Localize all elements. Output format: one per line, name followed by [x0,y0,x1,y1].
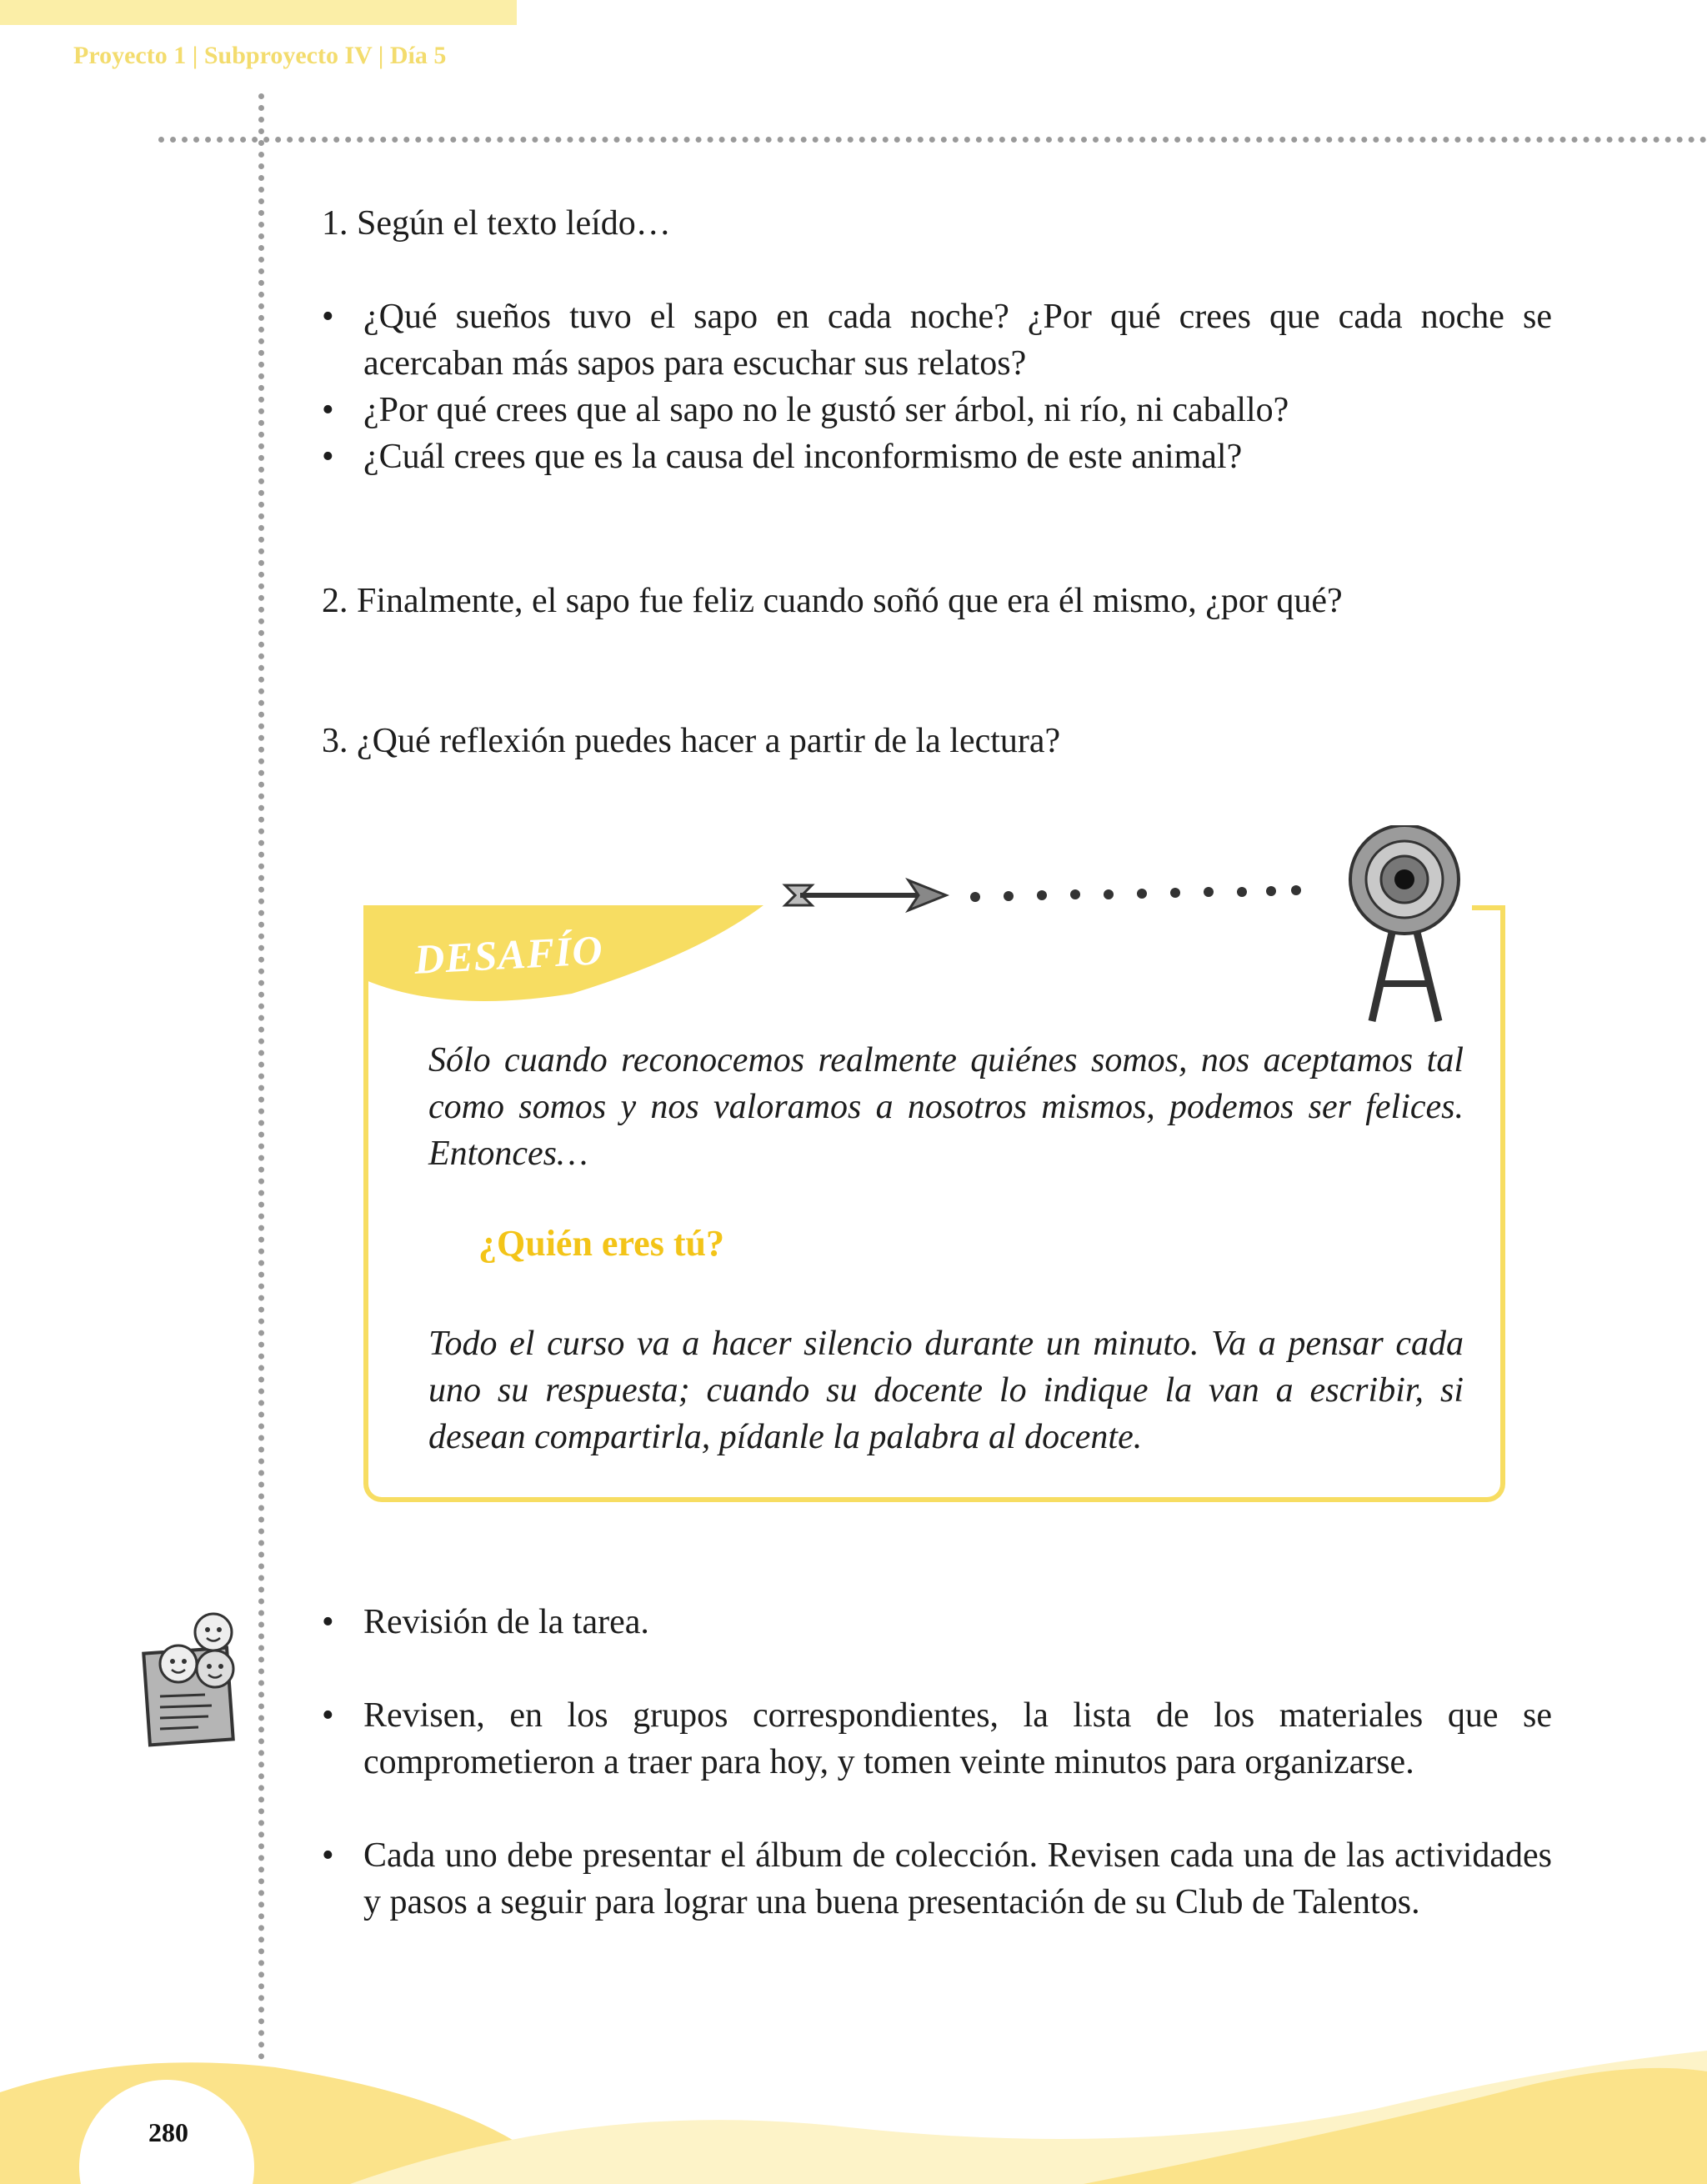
desafio-paragraph-1: Sólo cuando reconocemos realmente quiénes somos, nos aceptamos tal como somos y nos valoramos a nosotros mismos, podemos ser felices. Entonces… [428,1041,1464,1173]
horizontal-dotted-rule [158,137,1707,143]
list-item: • Revisen, en los grupos correspondientes, la lista de los materiales que se comprometieron a traer para hoy, y tomen veinte minutos para organizarse. [322,1692,1552,1786]
children-notebook-icon [140,1609,265,1751]
arrow-icon [775,867,1309,925]
question-3-title: 3. ¿Qué reflexión puedes hacer a partir de la lectura? [322,722,1061,760]
list-item: • ¿Cuál crees que es la causa del inconformismo de este animal? [322,433,1552,480]
tasks-list [322,1599,1552,1926]
list-item: • ¿Qué sueños tuvo el sapo en cada noche? ¿Por qué crees que cada noche se acercaban más sapos para escuchar sus relatos? [322,293,1552,387]
page-number: 280 [148,2117,188,2147]
question-1-bullets [322,293,1552,480]
desafio-paragraph-2: Todo el curso va a hacer silencio durante un minuto. Va a pensar cada uno su respuesta; cuando su docente lo indique la van a escribir, si desean compartirla, pídanle la palabra al docente. [428,1325,1464,1456]
list-item: • Cada uno debe presentar el álbum de colección. Revisen cada una de las actividades y pasos a seguir para lograr una buena presentación de su Club de Talentos. [322,1832,1552,1926]
question-2-title: 2. Finalmente, el sapo fue feliz cuando soñó que era él mismo, ¿por qué? [322,582,1343,620]
desafio-question: ¿Quién eres tú? [478,1223,724,1264]
list-item: • Revisión de la tarea. [322,1599,1552,1646]
top-band [0,0,517,25]
running-header: Proyecto 1 | Subproyecto IV | Día 5 [73,42,447,69]
vertical-dotted-rule [258,93,264,2061]
list-item: • ¿Por qué crees que al sapo no le gustó ser árbol, ni río, ni caballo? [322,387,1552,433]
bottom-wave-decoration [0,2034,1707,2184]
target-icon [1334,825,1484,1025]
question-1-title: 1. Según el texto leído… [322,204,671,243]
desafio-title: DESAFÍO [413,926,604,983]
